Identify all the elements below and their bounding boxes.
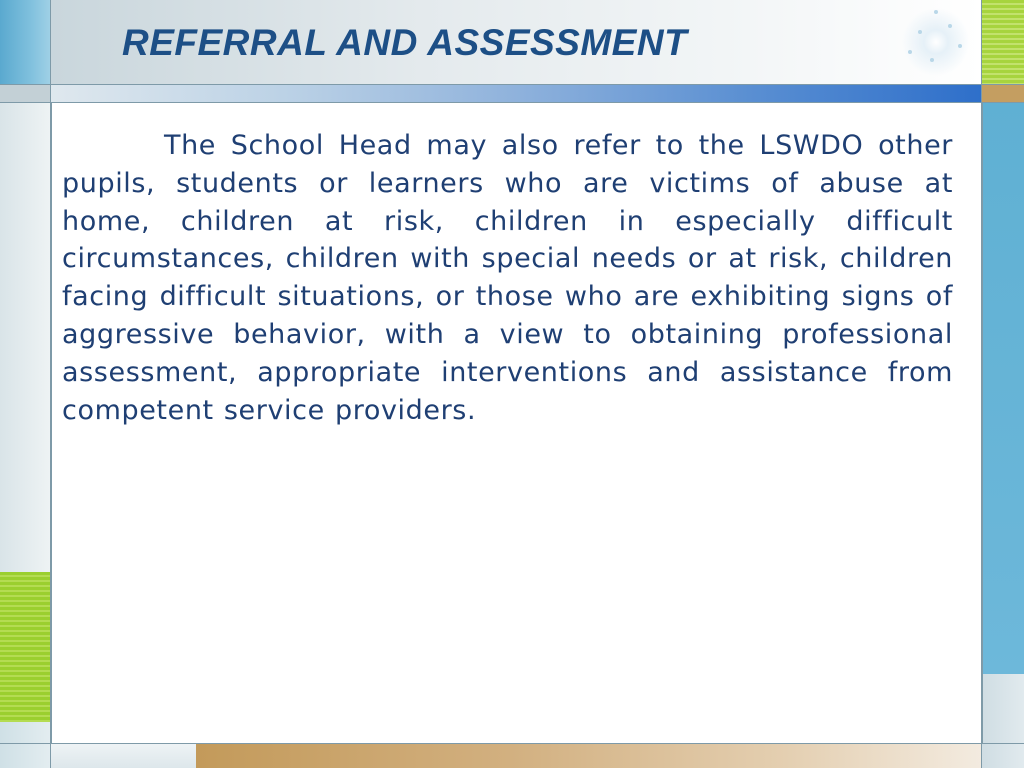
left-light-panel — [0, 102, 50, 572]
title-underline-gradient-bar — [50, 84, 982, 102]
sparkle-dot — [908, 50, 912, 54]
sparkle-decoration — [896, 6, 976, 78]
sparkle-dot — [948, 24, 952, 28]
frame-line — [0, 84, 1024, 85]
sparkle-dot — [958, 44, 962, 48]
frame-line — [0, 743, 1024, 744]
slide-title: REFERRAL AND ASSESSMENT — [122, 22, 688, 63]
right-bottom-panel — [982, 674, 1024, 768]
sparkle-dot — [918, 30, 922, 34]
right-blue-panel — [982, 102, 1024, 674]
left-bottom-panel — [0, 722, 50, 768]
body-paragraph: The School Head may also refer to the LSWDO other pupils, students or learners who are victims of abuse at home, children at risk, children in especially difficult circumstances, children with special needs or at risk, children facing difficult situations, or those who are exhibiting signs of aggressive behavior, with a view to obtaining professional assessment, appropriate interventions and assistance from competent service providers. — [62, 130, 953, 426]
frame-line — [0, 102, 1024, 103]
left-top-blue-block — [0, 0, 50, 84]
frame-line — [50, 0, 51, 768]
sparkle-dot — [930, 58, 934, 62]
right-top-green-block — [982, 0, 1024, 84]
bottom-left-strip — [50, 744, 196, 768]
left-gray-band — [0, 84, 50, 102]
frame-line — [981, 0, 982, 768]
left-green-block — [0, 572, 50, 722]
right-tan-band — [982, 84, 1024, 102]
sparkle-dot — [934, 10, 938, 14]
bottom-gradient-bar — [196, 744, 982, 768]
